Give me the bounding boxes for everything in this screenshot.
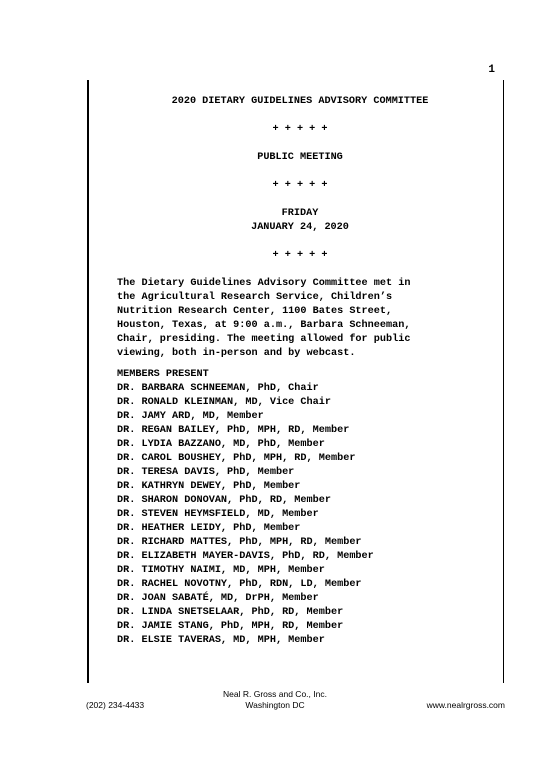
separator: + + + + + — [272, 124, 328, 135]
list-item: DR. BARBARA SCHNEEMAN, PhD, Chair — [117, 383, 319, 394]
list-item: DR. JOAN SABATÉ, MD, DrPH, Member — [117, 593, 319, 604]
members-heading: MEMBERS PRESENT — [117, 369, 209, 380]
list-item: DR. ELIZABETH MAYER-DAVIS, PhD, RD, Member — [117, 551, 374, 562]
footer-website: www.nealrgross.com — [426, 700, 505, 710]
footer-company: Neal R. Gross and Co., Inc. — [223, 689, 327, 699]
intro-paragraph: The Dietary Guidelines Advisory Committee met in the Agricultural Research Service, Children’s Nutrition Research Center, 1100 Bates Street, Houston, Texas, at 9:00 a.m., Barbara Schneeman, Chair, presiding. The meeting allowed for public viewing, both in-person and by webcast. — [117, 278, 411, 359]
transcript-body — [117, 95, 487, 648]
meeting-date: JANUARY 24, 2020 — [251, 222, 349, 233]
list-item: DR. RICHARD MATTES, PhD, MPH, RD, Member — [117, 537, 362, 548]
right-margin-rule — [503, 80, 504, 683]
list-item: DR. HEATHER LEIDY, PhD, Member — [117, 523, 301, 534]
list-item: DR. STEVEN HEYMSFIELD, MD, Member — [117, 509, 319, 520]
list-item: DR. ELSIE TAVERAS, MD, MPH, Member — [117, 635, 325, 646]
committee-title: 2020 DIETARY GUIDELINES ADVISORY COMMITTEE — [171, 96, 429, 107]
meeting-day: FRIDAY — [281, 208, 319, 219]
left-margin-rule — [87, 80, 89, 683]
list-item: DR. JAMIE STANG, PhD, MPH, RD, Member — [117, 621, 344, 632]
list-item: DR. REGAN BAILEY, PhD, MPH, RD, Member — [117, 425, 350, 436]
members-list — [117, 382, 487, 648]
page-number: 1 — [488, 64, 495, 76]
footer-phone: (202) 234-4433 — [86, 700, 145, 710]
list-item: DR. RACHEL NOVOTNY, PhD, RDN, LD, Member — [117, 579, 362, 590]
separator: + + + + + — [272, 180, 328, 191]
footer-city: Washington DC — [245, 700, 305, 710]
list-item: DR. KATHRYN DEWEY, PhD, Member — [117, 481, 301, 492]
meeting-type: PUBLIC MEETING — [257, 152, 343, 163]
list-item: DR. SHARON DONOVAN, PhD, RD, Member — [117, 495, 331, 506]
list-item: DR. CAROL BOUSHEY, PhD, MPH, RD, Member — [117, 453, 356, 464]
page-footer — [0, 689, 550, 711]
list-item: DR. TIMOTHY NAIMI, MD, MPH, Member — [117, 565, 325, 576]
list-item: DR. TERESA DAVIS, PhD, Member — [117, 467, 295, 478]
list-item: DR. LINDA SNETSELAAR, PhD, RD, Member — [117, 607, 344, 618]
list-item: DR. RONALD KLEINMAN, MD, Vice Chair — [117, 397, 331, 408]
list-item: DR. JAMY ARD, MD, Member — [117, 411, 264, 422]
list-item: DR. LYDIA BAZZANO, MD, PhD, Member — [117, 439, 325, 450]
separator: + + + + + — [272, 250, 328, 261]
